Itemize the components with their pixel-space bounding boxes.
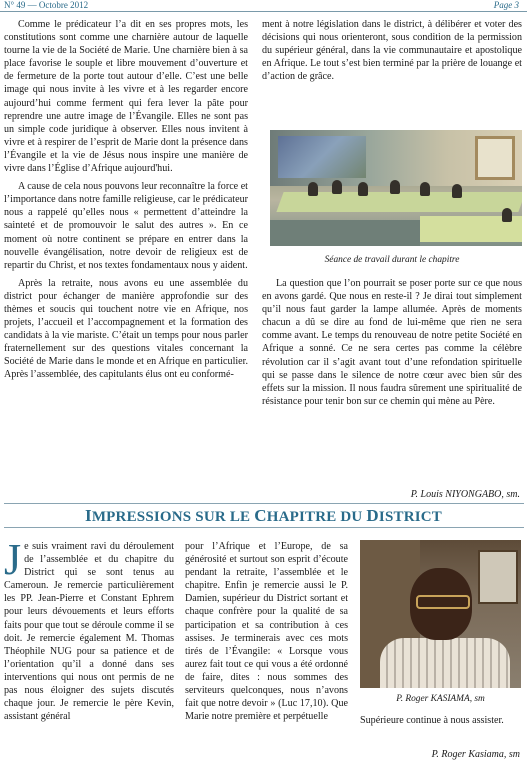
article1-right-column-lower xyxy=(262,277,522,408)
header-rule xyxy=(0,11,527,12)
paragraph: ment à notre législation dans le district, à délibérer et voter des décisions qui nous orienteront, sous condition de la permission du supérieur général, dans la vie communautaire et apostolique en Afrique. Le tout s’est bien terminé par la prière de louange et d’action de grâce. xyxy=(262,19,522,83)
page-header xyxy=(0,0,527,12)
article1-left-column xyxy=(4,18,248,382)
article2-column-1 xyxy=(4,535,174,723)
article2-column-2 xyxy=(185,540,348,723)
paragraph: La question que l’on pourrait se poser porte sur ce que nous en avons gardé. Que nous en reste-il ? Je dirai tout simplement qu’il nous faut garder la lampe allumée. Après de moments chacun a dû se dire au fond de lui-même que rien ne sera comme avant. Le temps du renouveau de notre petite Société en Afrique a sonné. Ce ne sera certes pas comme la célèbre révolution car il s’agit avant tout d’une refondation spirituelle qui se passe dans le silence de notre cœur avec bien sûr des effets sur la mission. Il nous faudra sûrement une spiritualité de résistance pour tenir bon sur ce chemin qui mène au Père. xyxy=(262,278,522,407)
author-signature: P. Louis NIYONGABO, sm. xyxy=(410,489,520,500)
section-title: IMPRESSIONS SUR LE CHAPITRE DU DISTRICT xyxy=(85,506,442,525)
paragraph: Comme le prédicateur l’a dit en ses propres mots, les constitutions sont comme une charnière autour de laquelle tourne la vie de la Société de Marie. Une charnière bien à sa place favorise le souple et libre mouvement d’ouverture et de fermeture de la porte tout autour d’elle. C’est une belle image qui nous invite à les vivre et à les regarder encore aujourd’hui comme ferment qui fera lever la pâte pour reprendre une autre image de l’Évangile. Elles ne sont pas un simple code juridique à observer. Elles nous invitent à vivre et à respirer de l’esprit de Marie dont la présence dans l’Évangile et la vie de Jésus nous inspire une manière de vivre dans l’Église d’Afrique aujourd'hui. xyxy=(4,19,248,175)
paragraph: A cause de cela nous pouvons leur reconnaître la force et l’importance dans notre famille religieuse, car le prédicateur nous a rappelé qu’elles nous « permettent d’atteindre la sainteté et de promouvoir le salut des autres ». En ce moment où notre continent se prépare en entrer dans la nouvelle évangélisation, notre devoir de religieux est de repartir du Christ, et nos textes fondamentaux nous y aident. xyxy=(4,181,248,271)
issue-label: N° 49 — Octobre 2012 xyxy=(4,0,89,10)
photo-caption: Séance de travail durant le chapitre xyxy=(324,255,460,265)
title-rule-top xyxy=(4,503,524,504)
paragraph: pour l’Afrique et l’Europe, de sa générosité et surtout son esprit d’écoute pendant la retraite, l’assemblée et le chapitre. Enfin je remercie aussi le P. Damien, supérieur du District sortant et chaque confrère pour la qualité de sa participation et sa contribution à ces assises. Je terminerais avec ces mots tirés de l’Évangile: « Lorsque vous aurez fait tout ce qui vous a été ordonné de faire, dites : nous sommes des serviteurs quelconques, nous n’avons fait que notre devoir » (Luc 17,10). Que Marie notre première et perpétuelle xyxy=(185,541,348,723)
meeting-photo xyxy=(270,130,522,246)
paragraph: Après la retraite, nous avons eu une assemblée du district pour échanger de manière approfondie sur des thèmes et soucis qui touchent notre vie en Afrique, nos projets, l’accueil et l’accompagnement et la formation des candidats à la vie mariste. C’était un temps pour nous parler fraternellement sur des questions vitales concernant la Société de Marie dans le monde et en Afrique en particulier. Après l’assemblée, des capitulants élus ont eu conformé- xyxy=(4,277,248,381)
title-rule-bottom xyxy=(4,527,524,528)
portrait-caption: P. Roger KASIAMA, sm xyxy=(396,694,485,704)
portrait-photo xyxy=(360,540,521,688)
page-number: Page 3 xyxy=(493,0,519,10)
author-signature: P. Roger Kasiama, sm xyxy=(431,749,520,760)
article2-column-3: Supérieure continue à nous assister. xyxy=(360,715,504,726)
paragraph: e suis vraiment ravi du déroulement de l’assemblée et du chapitre du District qui se sont tenus au Cameroun. Je remercie particulièrement les PP. Jean-Pierre et Constant Ephrem pour leurs dévouements et leurs efforts faits pour que tout se déroule comme il se doit. Je remercie également M. Thomas Théophile NUG pour sa patience et de l’orientation qu’il a donné dans ses interventions qui nous ont permis de ne pas nous éloigner des sujets discutés chaque jour. Je remercie le père Kevin, assistant général xyxy=(4,541,174,723)
article1-right-column xyxy=(262,18,522,83)
drop-cap: J xyxy=(4,535,22,584)
